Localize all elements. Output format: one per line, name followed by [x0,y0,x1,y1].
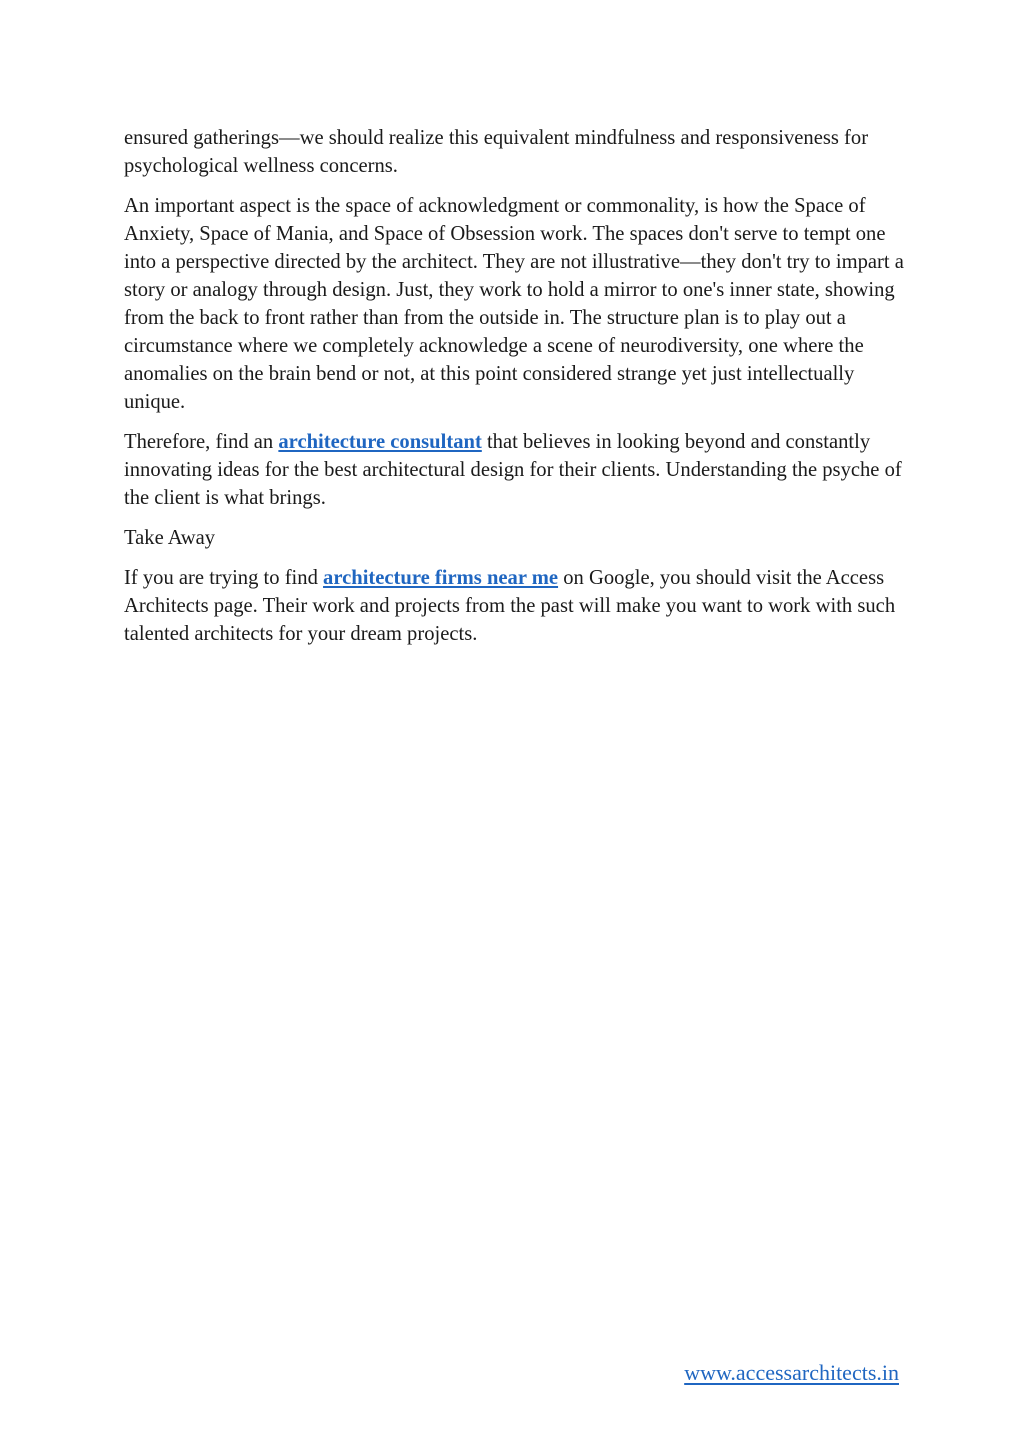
footer-website-link[interactable]: www.accessarchitects.in [684,1360,899,1385]
section-heading-take-away: Take Away [124,527,216,549]
paragraph-text-after-link: that believes in looking beyond and constantly innovating ideas for the best architectural design for their clients. Understanding the psyche of the client is what brings. [124,431,902,509]
paragraph-text-after-link: on Google, you should visit the Access Architects page. Their work and projects from the past will make you want to work with such talented architects for your dream projects. [124,567,896,645]
document-body [124,124,904,660]
paragraph-architecture-consultant [124,428,904,512]
architecture-firms-near-me-link[interactable]: architecture firms near me [323,567,559,589]
paragraph-text-before-link: If you are trying to find [124,567,324,589]
paragraph-space-of-acknowledgment: An important aspect is the space of acknowledgment or commonality, is how the Space of Anxiety, Space of Mania, and Space of Obsession work. The spaces don't serve to tempt one into a perspective directed by the architect. They are not illustrative—they don't try to impart a story or analogy through design. Just, they work to hold a mirror to one's inner state, showing from the back to front rather than from the outside in. The structure plan is to play out a circumstance where we completely acknowledge a scene of neurodiversity, one where the anomalies on the brain bend or not, at this point considered strange yet just intellectually unique. [124,195,904,413]
architecture-consultant-link[interactable]: architecture consultant [278,431,482,453]
paragraph-continuation: ensured gatherings—we should realize this equivalent mindfulness and responsiveness for psychological wellness concerns. [124,127,869,177]
paragraph-architecture-firms [124,564,904,648]
paragraph-text-before-link: Therefore, find an [124,431,279,453]
